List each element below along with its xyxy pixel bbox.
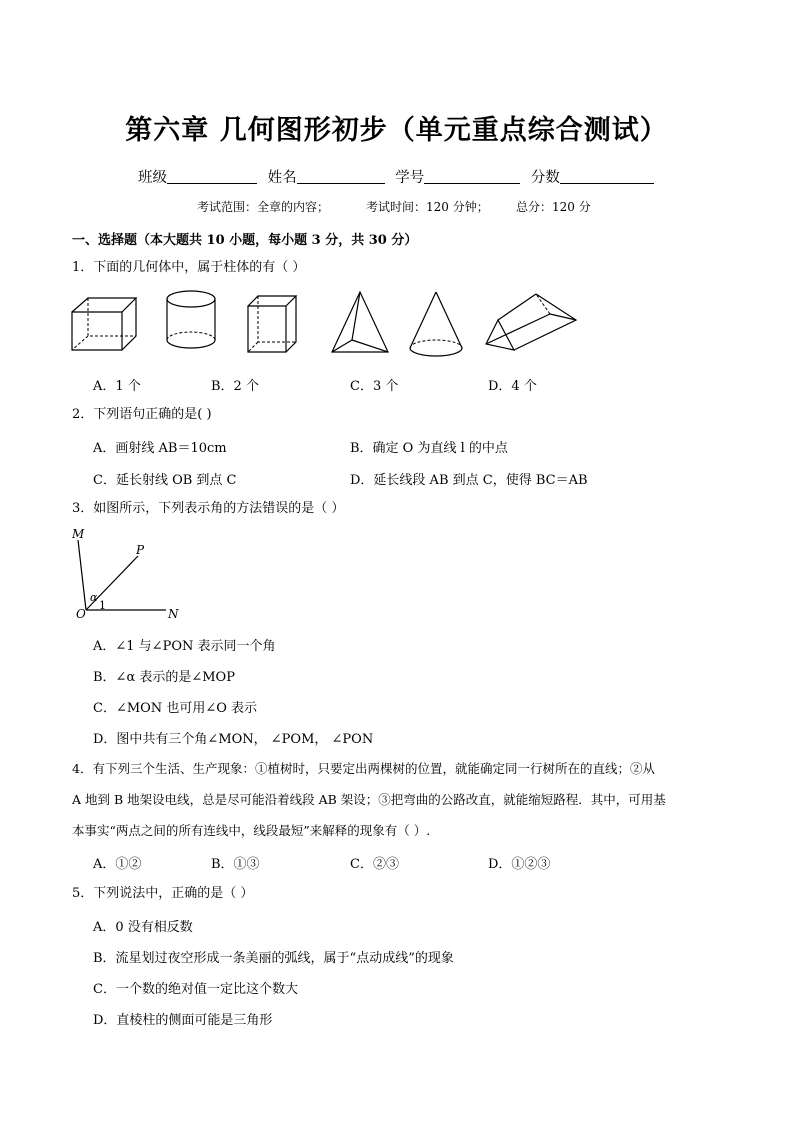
square-prism-icon bbox=[248, 296, 296, 352]
q5-option-a[interactable]: A．0 没有相反数 bbox=[93, 920, 193, 935]
exam-scope: 考试范围：全章的内容； bbox=[197, 200, 330, 214]
q2-stem: 2．下列语句正确的是( ) bbox=[72, 407, 212, 422]
q3-option-c[interactable]: C．∠MON 也可用∠O 表示 bbox=[93, 701, 257, 716]
q5-option-d[interactable]: D．直棱柱的侧面可能是三角形 bbox=[93, 1013, 273, 1028]
triangular-prism-icon bbox=[486, 294, 576, 350]
q1-stem: 1．下面的几何体中，属于柱体的有（ ） bbox=[72, 260, 306, 275]
label-alpha: α bbox=[90, 591, 98, 604]
label-n: N bbox=[168, 607, 179, 621]
q1-solids-figure bbox=[70, 288, 590, 358]
name-label: 姓名 bbox=[267, 170, 297, 186]
score-label: 分数 bbox=[530, 170, 560, 186]
q1-option-a[interactable]: A．1 个 bbox=[93, 379, 141, 394]
q3-stem: 3．如图所示，下列表示角的方法错误的是（ ） bbox=[72, 501, 345, 516]
label-o: O bbox=[76, 607, 86, 621]
triangular-pyramid-icon bbox=[332, 292, 388, 352]
class-field[interactable] bbox=[167, 169, 257, 184]
exam-time: 考试时间：120 分钟； bbox=[366, 200, 489, 214]
name-field[interactable] bbox=[297, 169, 385, 184]
q5-option-b[interactable]: B．流星划过夜空形成一条美丽的弧线，属于“点动成线”的现象 bbox=[93, 951, 454, 966]
q4-option-a[interactable]: A．①② bbox=[93, 857, 142, 872]
cylinder-icon bbox=[167, 291, 215, 348]
q4-stem-line1: 4．有下列三个生活、生产现象：①植树时，只要定出两棵树的位置，就能确定同一行树所在的直线；②从 bbox=[72, 761, 655, 776]
q1-option-d[interactable]: D．4 个 bbox=[488, 379, 537, 394]
q4-stem-line2: A 地到 B 地架设电线，总是尽可能沿着线段 AB 架设；③把弯曲的公路改直，就能缩短路程．其中，可用基 bbox=[72, 792, 666, 807]
q5-option-c[interactable]: C．一个数的绝对值一定比这个数大 bbox=[93, 982, 298, 997]
class-label: 班级 bbox=[138, 170, 167, 186]
q2-option-b[interactable]: B．确定 O 为直线 l 的中点 bbox=[350, 441, 508, 456]
page-title: 第六章 几何图形初步（单元重点综合测试） bbox=[125, 115, 668, 146]
label-p: P bbox=[136, 543, 145, 557]
q4-option-b[interactable]: B．①③ bbox=[211, 857, 260, 872]
q4-stem-line3: 本事实“两点之间的所有连线中，线段最短”来解释的现象有（ ）. bbox=[72, 823, 431, 838]
q2-option-c[interactable]: C．延长射线 OB 到点 C bbox=[93, 473, 237, 488]
number-label: 学号 bbox=[395, 170, 425, 186]
cone-icon bbox=[410, 292, 462, 356]
q3-option-b[interactable]: B．∠α 表示的是∠MOP bbox=[93, 670, 235, 685]
q3-angle-figure bbox=[70, 528, 190, 623]
q4-option-c[interactable]: C．②③ bbox=[350, 857, 399, 872]
section-heading: 一、选择题（本大题共 10 小题，每小题 3 分，共 30 分） bbox=[72, 233, 418, 248]
q4-option-d[interactable]: D．①②③ bbox=[488, 857, 551, 872]
ray-om bbox=[78, 540, 86, 610]
cuboid-icon bbox=[72, 298, 136, 350]
number-field[interactable] bbox=[424, 169, 520, 184]
q3-option-d[interactable]: D．图中共有三个角∠MON， ∠POM， ∠PON bbox=[93, 732, 374, 747]
score-field[interactable] bbox=[560, 169, 654, 184]
label-one: 1 bbox=[99, 599, 106, 612]
q1-option-c[interactable]: C．3 个 bbox=[350, 379, 399, 394]
q2-option-d[interactable]: D．延长线段 AB 到点 C，使得 BC＝AB bbox=[350, 473, 588, 488]
q3-option-a[interactable]: A．∠1 与∠PON 表示同一个角 bbox=[93, 639, 276, 654]
q1-option-b[interactable]: B．2 个 bbox=[211, 379, 259, 394]
label-m: M bbox=[72, 527, 85, 541]
exam-total: 总分：120 分 bbox=[516, 200, 591, 214]
info-line bbox=[138, 166, 654, 187]
q2-option-a[interactable]: A．画射线 AB＝10cm bbox=[93, 441, 227, 456]
q5-stem: 5．下列说法中，正确的是（ ） bbox=[72, 886, 254, 901]
